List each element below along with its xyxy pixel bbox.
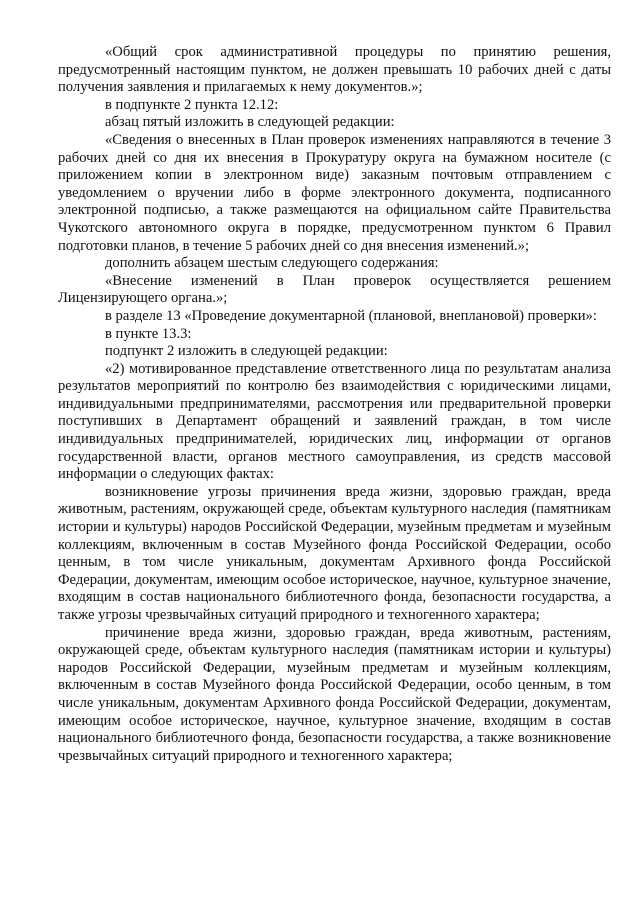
paragraph-subpoint-12-12: в подпункте 2 пункта 12.12: [105, 96, 279, 113]
paragraph-subpoint-2-instruction: подпункт 2 изложить в следующей редакции: [105, 343, 388, 360]
paragraph-add-sixth-paragraph: дополнить абзацем шестым следующего содержания: [105, 255, 439, 272]
paragraph-section-13: в разделе 13 «Проведение документарной (плановой, внеплановой) проверки»: [105, 307, 597, 324]
paragraph-motivated-representation: «2) мотивированное представление ответственного лица по результатам анализа результатов мероприятий по контролю без взаимодействия с юридическими лицами, индивидуальными предпринимателями, рассмотрения или предварительной проверки поступивших в Департамент обращений и заявлений граждан, в том числе индивидуальных предпринимателей, юридических лиц, информации от органов государственной власти, органов местного самоуправления, из средств массовой информации о следующих фактах: [58, 360, 611, 483]
paragraph-plan-changes-decision: «Внесение изменений в План проверок осуществляется решением Лицензирующего органа.»; [58, 272, 611, 307]
document-page [58, 44, 611, 765]
paragraph-total-processing-term: «Общий срок административной процедуры по принятию решения, предусмотренный настоящим пунктом, не должен превышать 10 рабочих дней с даты получения заявления и прилагаемых к нему документов.»; [58, 44, 611, 96]
paragraph-fifth-paragraph-instruction: абзац пятый изложить в следующей редакции: [105, 114, 395, 131]
paragraph-plan-changes-info: «Сведения о внесенных в План проверок изменениях направляются в течение 3 рабочих дней со дня их внесения в Прокуратуру округа на бумажном носителе (с приложением копии в электронном виде) заказным почтовым отправлением с уведомлением о вручении либо в форме электронного документа, подписанного электронной подписью, а также размещаются на официальном сайте Правительства Чукотского автономного округа в порядке, предусмотренном пунктом 6 Правил подготовки планов, в течение 5 рабочих дней со дня внесения изменений.»; [58, 131, 611, 254]
paragraph-point-13-3: в пункте 13.3: [105, 325, 192, 342]
paragraph-threat-of-harm: возникновение угрозы причинения вреда жизни, здоровью граждан, вреда животным, растениям, окружающей среде, объектам культурного наследия (памятникам истории и культуры) народов Российской Федерации, музейным предметам и музейным коллекциям, включенным в состав Музейного фонда Российской Федерации, особо ценным, в том числе уникальным, документам Архивного фонда Российской Федерации, документам, имеющим особое историческое, научное, культурное значение, входящим в состав национального библиотечного фонда, безопасности государства, а также угрозы чрезвычайных ситуаций природного и техногенного характера; [58, 483, 611, 623]
paragraph-causing-harm: причинение вреда жизни, здоровью граждан, вреда животным, растениям, окружающей среде, объектам культурного наследия (памятникам истории и культуры) народов Российской Федерации, музейным предметам и музейным коллекциям, включенным в состав Музейного фонда Российской Федерации, особо ценным, в том числе уникальным, документам Архивного фонда Российской Федерации, документам, имеющим особое историческое, научное, культурное значение, входящим в состав национального библиотечного фонда, безопасности государства, а также возникновение чрезвычайных ситуаций природного и техногенного характера; [58, 624, 611, 764]
